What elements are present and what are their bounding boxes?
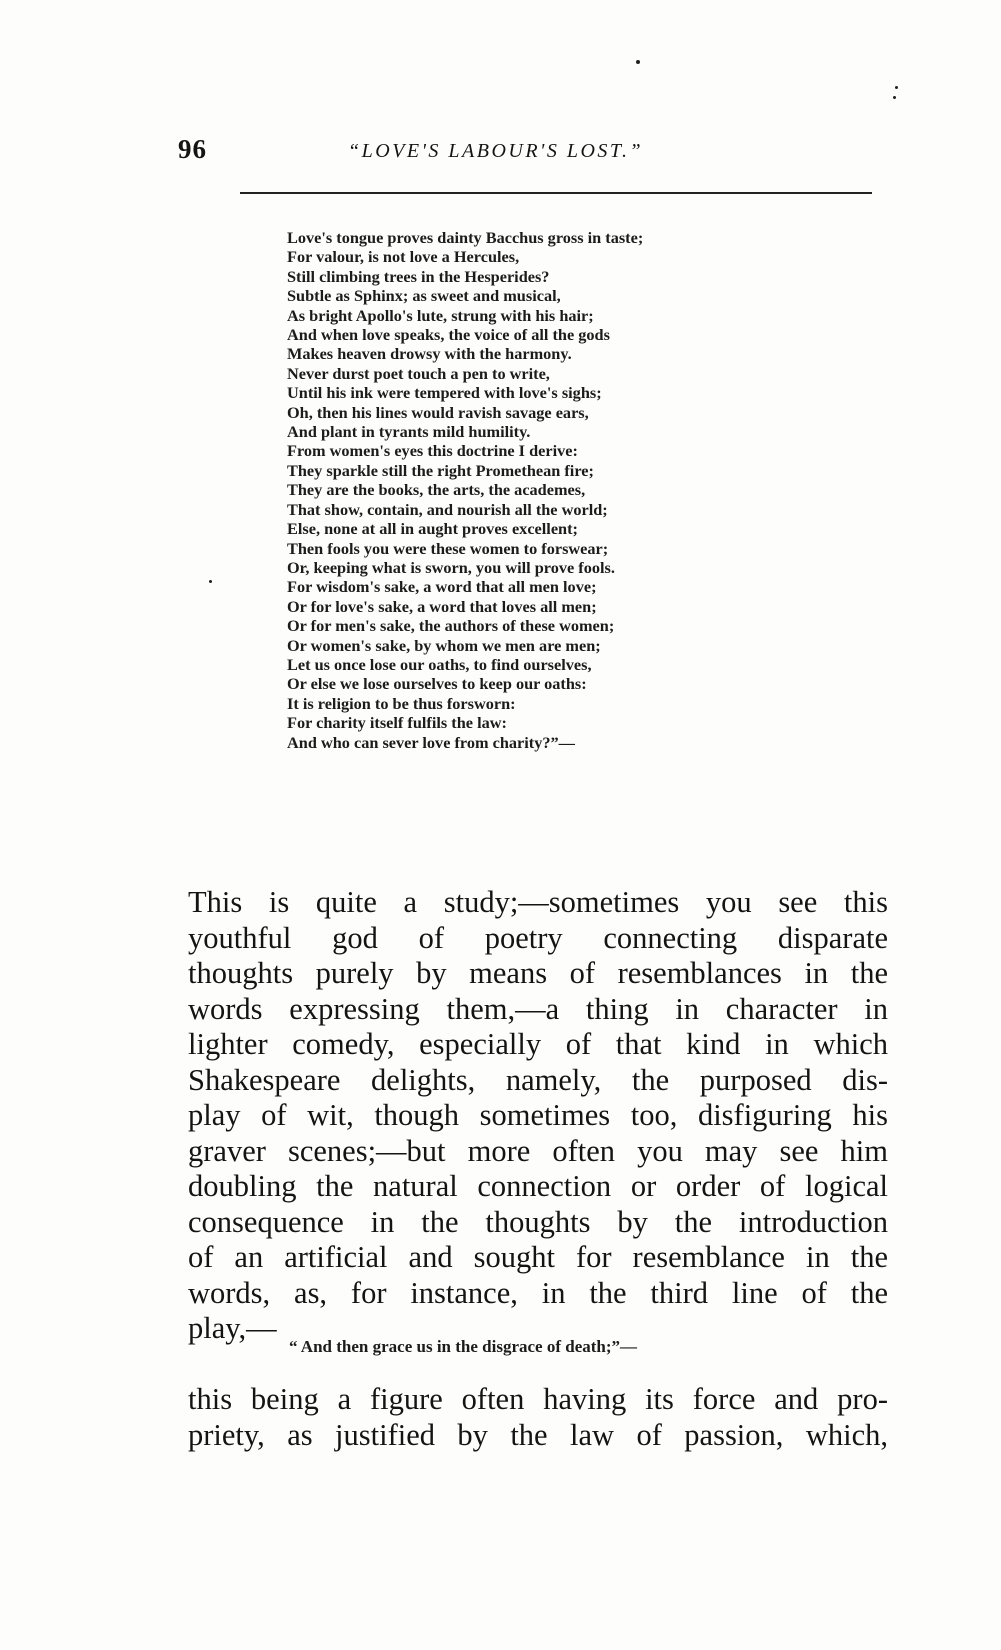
verse-line: They are the books, the arts, the academes, [287, 480, 586, 500]
verse-line: And who can sever love from charity?”— [287, 732, 575, 752]
paragraph-line: words, as, for instance, in the third line of the [188, 1275, 888, 1310]
verse-line: Never durst poet touch a pen to write, [287, 363, 550, 383]
paragraph-line: doubling the natural connection or order of logical [188, 1169, 888, 1203]
verse-line: For wisdom's sake, a word that all men love; [287, 577, 597, 597]
block-quote: “ And then grace us in the disgrace of death;”— [289, 1337, 638, 1356]
verse-line: For valour, is not love a Hercules, [287, 247, 520, 267]
verse-block [287, 228, 847, 752]
paragraph-line: this being a figure often having its force and pro- [188, 1382, 888, 1416]
running-title: “LOVE'S LABOUR'S LOST.” [348, 140, 644, 162]
verse-line: It is religion to be thus forsworn: [287, 693, 516, 713]
verse-line: As bright Apollo's lute, strung with his hair; [287, 305, 594, 325]
page-number: 96 [178, 134, 207, 164]
verse-line: Let us once lose our oaths, to find ourselves, [287, 654, 592, 674]
verse-line: Until his ink were tempered with love's sighs; [287, 383, 602, 403]
verse-line: Makes heaven drowsy with the harmony. [287, 344, 572, 364]
paragraph-line: thoughts purely by means of resemblances in the [188, 956, 888, 990]
ink-speck [893, 96, 896, 99]
verse-line: From women's eyes this doctrine I derive: [287, 441, 578, 461]
verse-line: Subtle as Sphinx; as sweet and musical, [287, 286, 561, 306]
verse-line: For charity itself fulfils the law: [287, 713, 507, 733]
verse-line: Or else we lose ourselves to keep our oaths: [287, 674, 587, 694]
verse-line: Oh, then his lines would ravish savage ears, [287, 402, 589, 422]
paragraph-line: youthful god of poetry connecting disparate [188, 920, 888, 955]
paragraph-line: consequence in the thoughts by the introduction [188, 1204, 888, 1239]
verse-line: Or, keeping what is sworn, you will prove fools. [287, 557, 615, 577]
verse-line: Or for men's sake, the authors of these women; [287, 616, 615, 636]
verse-line: Or for love's sake, a word that loves all men; [287, 596, 597, 616]
verse-line: Then fools you were these women to forswear; [287, 538, 609, 558]
verse-line: That show, contain, and nourish all the world; [287, 499, 608, 519]
paragraph-line: graver scenes;—but more often you may see him [188, 1133, 888, 1168]
verse-line: They sparkle still the right Promethean fire; [287, 460, 594, 480]
ink-speck [895, 86, 898, 89]
paragraph-line: play of wit, though sometimes too, disfiguring his [188, 1098, 888, 1132]
paragraph-line: lighter comedy, especially of that kind in which [188, 1027, 888, 1061]
ink-speck [636, 60, 640, 64]
header-rule [240, 192, 872, 194]
verse-line: Else, none at all in aught proves excellent; [287, 519, 578, 539]
verse-line: Or women's sake, by whom we men are men; [287, 635, 601, 655]
paragraph-line: This is quite a study;—sometimes you see this [188, 885, 888, 919]
paragraph-line: of an artificial and sought for resemblance in the [188, 1240, 888, 1274]
body-paragraph [188, 1382, 888, 1453]
verse-line: Love's tongue proves dainty Bacchus gross in taste; [287, 228, 644, 247]
verse-line: And plant in tyrants mild humility. [287, 422, 531, 442]
verse-line: And when love speaks, the voice of all the gods [287, 325, 610, 345]
page-header [178, 134, 878, 174]
paragraph-line: priety, as justified by the law of passion, which, [188, 1417, 888, 1452]
body-paragraph [188, 885, 888, 1347]
verse-line: Still climbing trees in the Hesperides? [287, 266, 550, 286]
ink-speck [209, 580, 212, 583]
paragraph-line: play,— [188, 1311, 277, 1345]
paragraph-line: Shakespeare delights, namely, the purposed dis- [188, 1062, 888, 1097]
paragraph-line: words expressing them,—a thing in character in [188, 991, 888, 1026]
